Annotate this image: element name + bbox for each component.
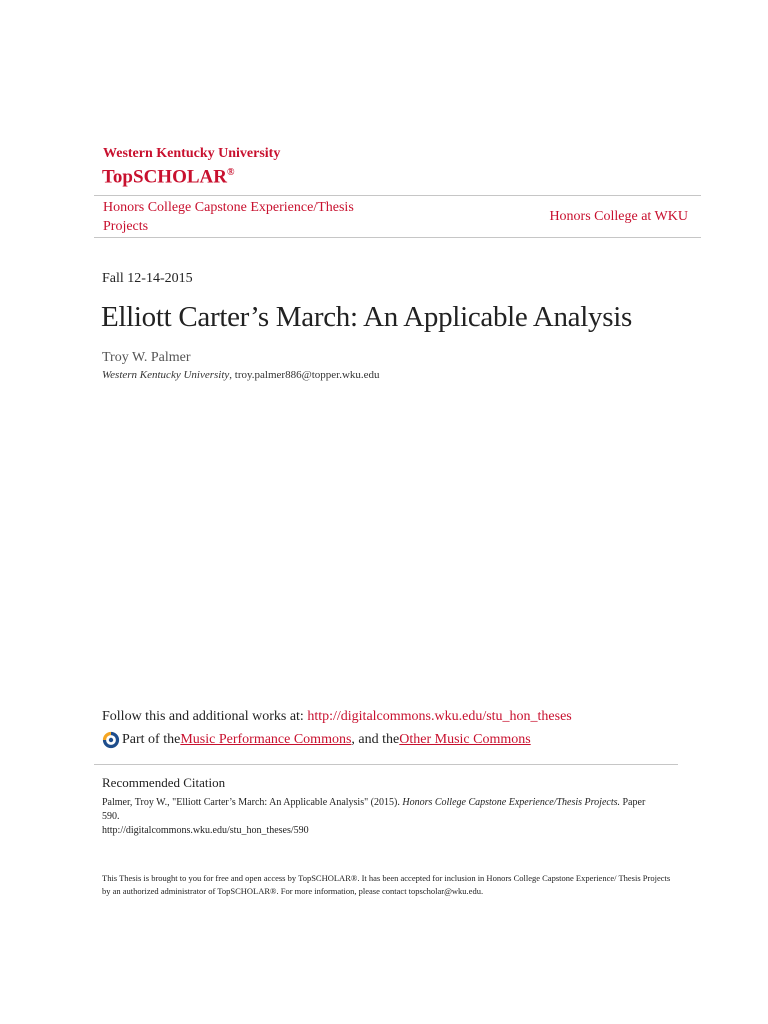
header-top-rule [94,195,701,196]
author-name: Troy W. Palmer [102,350,191,365]
author-email: troy.palmer886@topper.wku.edu [234,369,380,381]
institution-name: Western Kentucky University [103,146,281,161]
music-performance-commons-link[interactable]: Music Performance Commons [180,732,352,747]
series-link[interactable]: Honors College Capstone Experience/Thesis Projects [103,200,354,234]
bepress-network-icon [102,731,120,749]
collection-url-link[interactable]: http://digitalcommons.wku.edu/stu_hon_theses [307,709,572,724]
part-middle: , and the [351,732,400,747]
citation-text [102,796,662,838]
citation-heading: Recommended Citation [102,775,226,790]
paper-title: Elliott Carter’s March: An Applicable Analysis [101,301,632,333]
college-link[interactable]: Honors College at WKU [549,209,688,224]
publication-date: Fall 12-14-2015 [102,271,193,286]
follow-line [102,708,572,726]
part-prefix: Part of the [122,732,181,747]
affiliation-name: Western Kentucky University [102,369,230,381]
other-music-commons-link[interactable]: Other Music Commons [399,732,531,747]
citation-start: Palmer, Troy W., "Elliott Carter’s March: An Applicable Analysis" (2015). [102,797,403,808]
repository-logo[interactable] [102,162,234,188]
follow-label: Follow this and additional works at: [102,709,308,724]
citation-end: Paper 590. [102,797,646,822]
affiliation-separator: , [229,369,235,381]
author-affiliation [102,368,380,382]
citation-rule [94,764,678,765]
access-notice: This Thesis is brought to you for free and open access by TopSCHOLAR®. It has been accepted for inclusion in Honors College Capstone Experience/ Thesis Projects by an authorized administrator of TopSCHOLAR®. For more information, please contact topscholar@wku.edu. [102,873,671,896]
brand-text: TopSCHOLAR [102,166,227,188]
citation-series: Honors College Capstone Experience/Thesis Projects. [402,797,620,808]
citation-url: http://digitalcommons.wku.edu/stu_hon_theses/590 [102,825,309,836]
part-of-line [102,731,531,749]
header-bottom-rule [94,237,701,238]
registered-mark: ® [226,167,235,178]
